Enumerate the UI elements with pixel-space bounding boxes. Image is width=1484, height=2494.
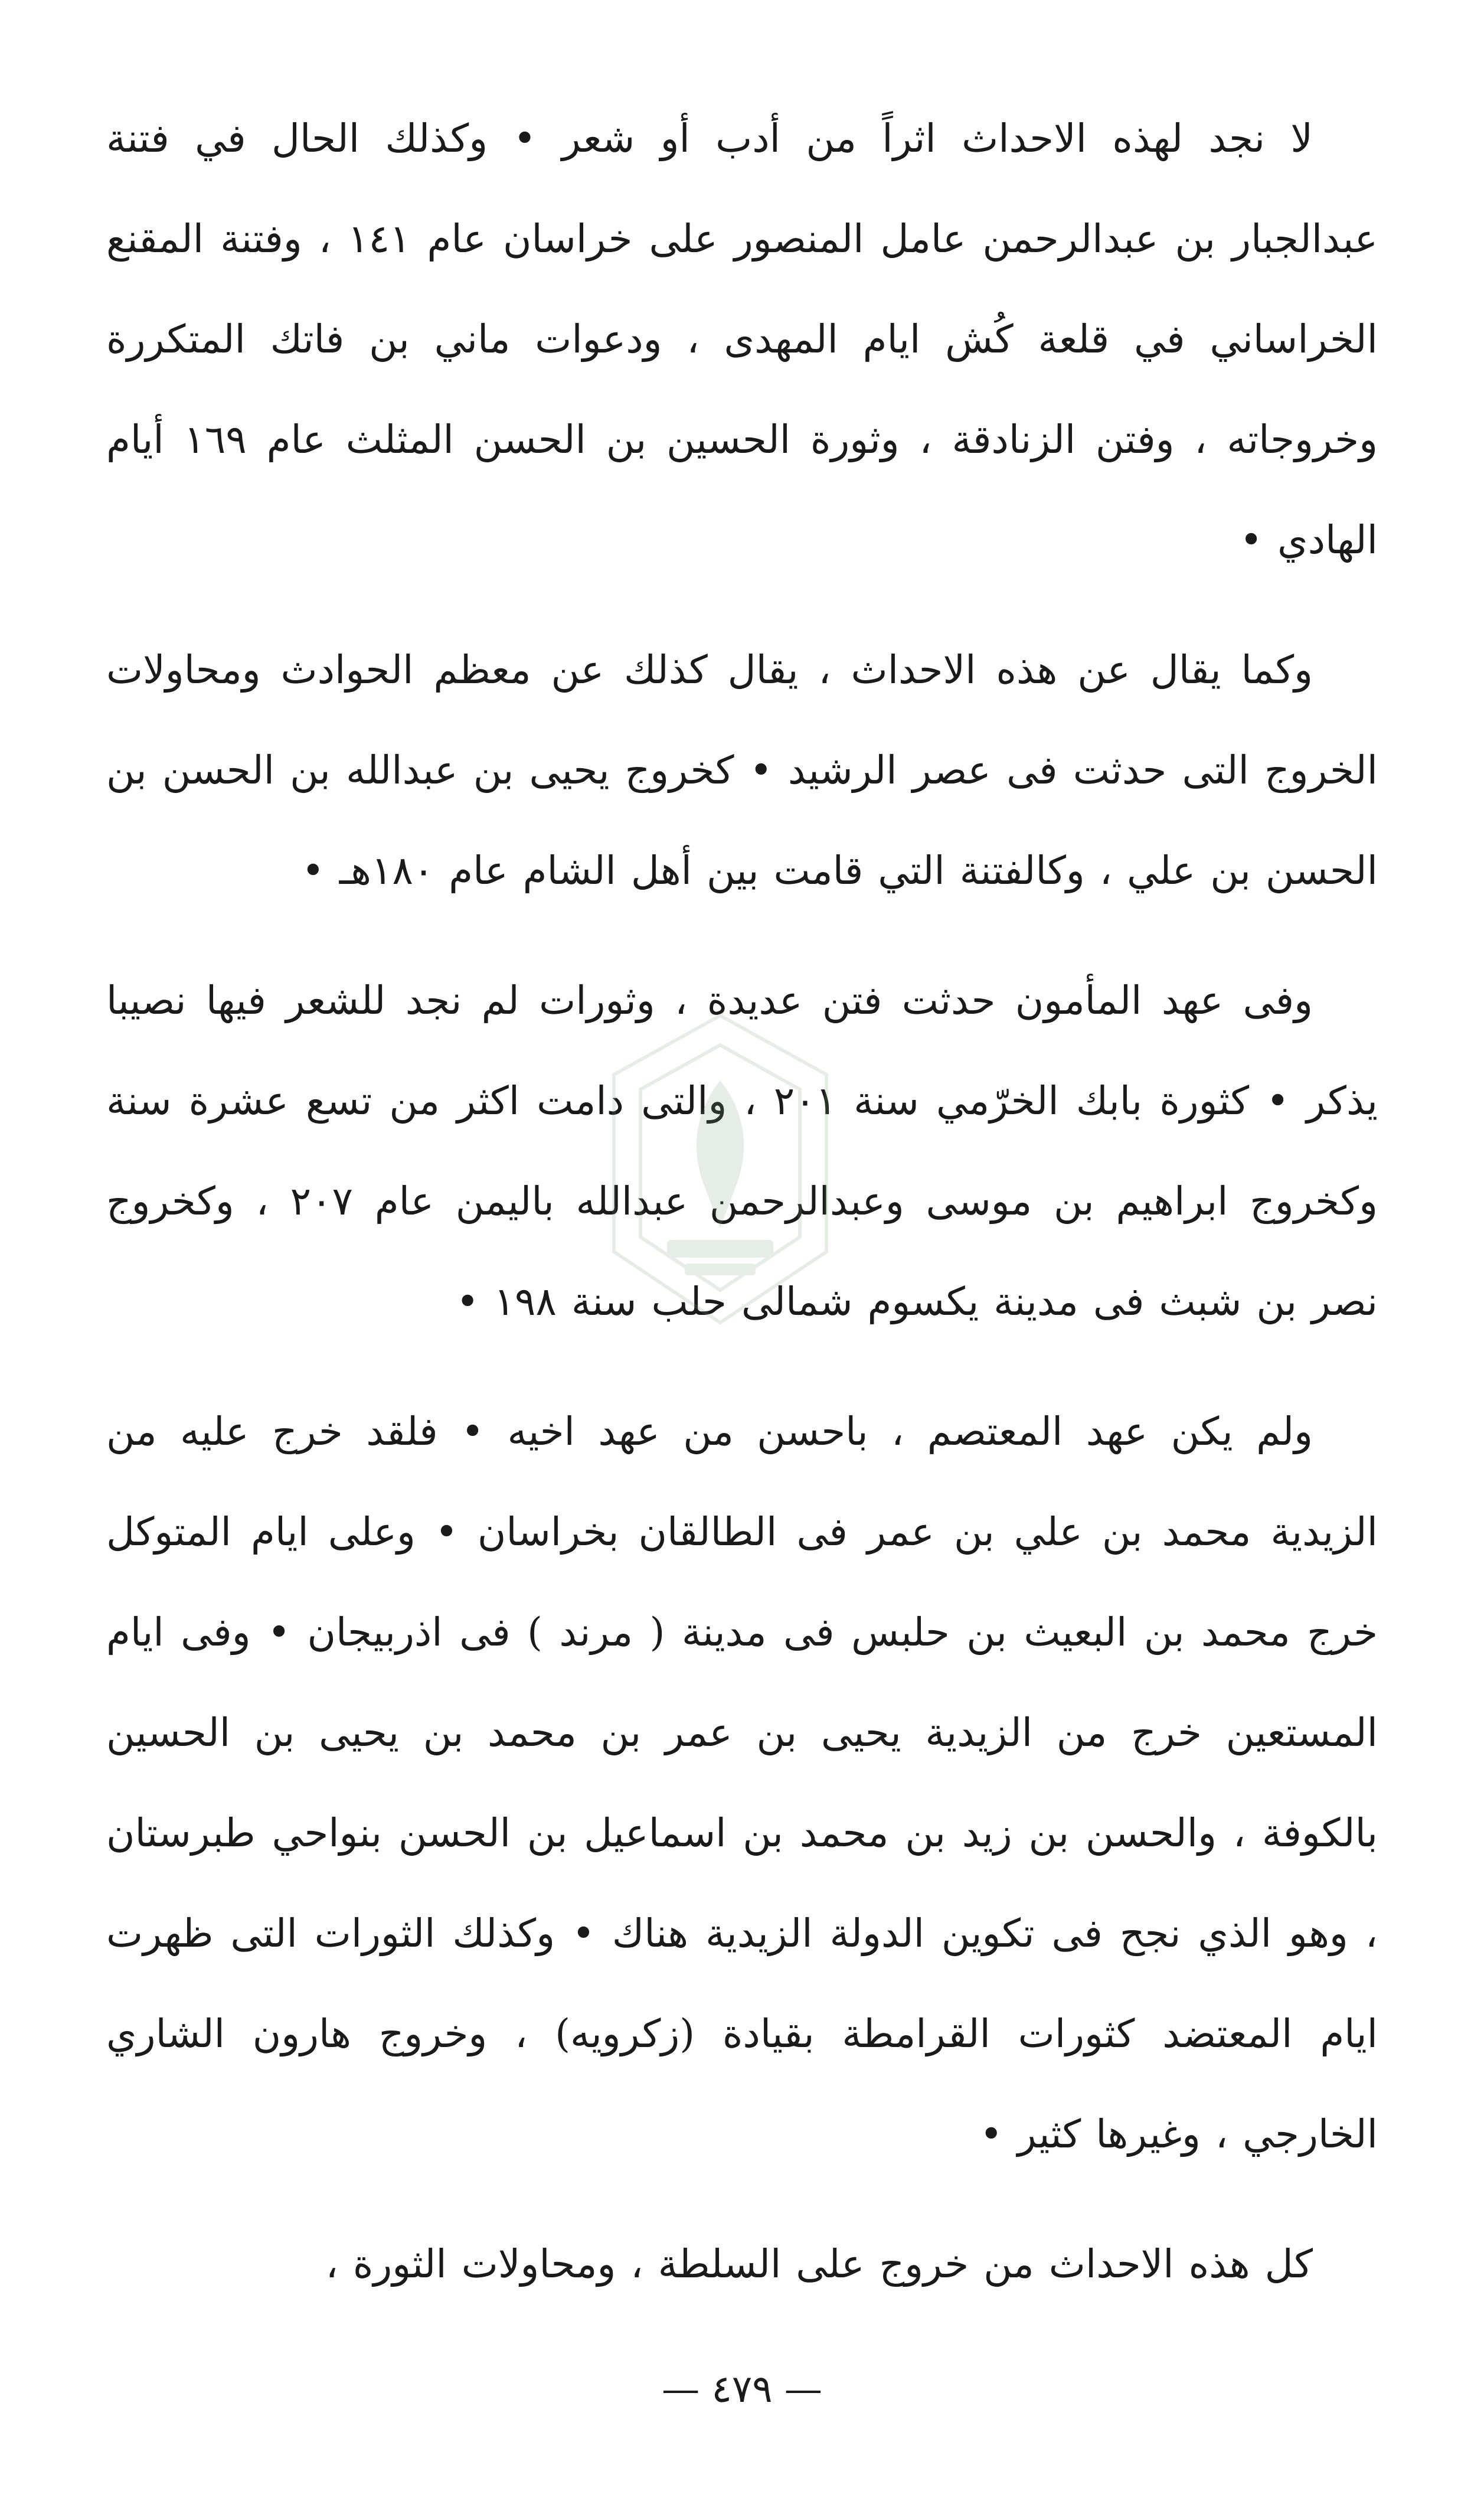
paragraph-5: كل هذه الاحداث من خروج على السلطة ، ومحاولات الثورة ،: [325, 2241, 1313, 2287]
paragraph-2: وكما يقال عن هذه الاحداث ، يقال كذلك عن معظم الحوادث ومحاولات الخروج التى حدثت فى عصر الرشيد • كخروج يحيى بن عبدالله بن الحسن بن الحسن بن علي ، وكالفتنة التي قامت بين أهل الشام عام ١٨٠هـ •: [106, 647, 1378, 893]
library-emblem-watermark-icon: [596, 1004, 844, 1334]
paragraph-4: ولم يكن عهد المعتصم ، باحسن من عهد اخيه • فلقد خرج عليه من الزيدية محمد بن علي بن عمر فى الطالقان بخراسان • وعلى ايام المتوكل خرج محمد بن البعيث بن حلبس فى مدينة ( مرند ) فى اذربيجان • وفى ايام المستعين خرج من الزيدية يحيى بن عمر بن محمد بن يحيى بن الحسين بالكوفة ، والحسن بن زيد بن محمد بن اسماعيل بن الحسن بنواحي طبرستان ، وهو الذي نجح فى تكوين الدولة الزيدية هناك • وكذلك الثورات التى ظهرت ايام المعتضد كثورات القرامطة بقيادة (زكرويه) ، وخروج هارون الشاري الخارجي ، وغيرها كثير •: [106, 1409, 1378, 2157]
paragraph-3: وفى عهد المأمون حدثت فتن عديدة ، وثورات لم نجد للشعر فيها نصيبا يذكر • كثورة بابك الخرّمي سنة ٢٠١ ، والتى دامت اكثر من تسع عشرة سنة وكخروج ابراهيم بن موسى وعبدالرحمن عبدالله باليمن عام ٢٠٧ ، وكخروج نصر بن شبث فى مدينة يكسوم شمالى حلب سنة ١٩٨ •: [106, 978, 1378, 1324]
page-number: — ٤٧٩ —: [662, 2368, 822, 2411]
paragraph-1: لا نجد لهذه الاحداث اثراً من أدب أو شعر • وكذلك الحال في فتنة عبدالجبار بن عبدالرحمن عامل المنصور على خراسان عام ١٤١ ، وفتنة المقنع الخراساني في قلعة كُش ايام المهدى ، ودعوات ماني بن فاتك المتكررة وخروجاته ، وفتن الزنادقة ، وثورة الحسين بن الحسن المثلث عام ١٦٩ أيام الهادي •: [106, 116, 1378, 563]
